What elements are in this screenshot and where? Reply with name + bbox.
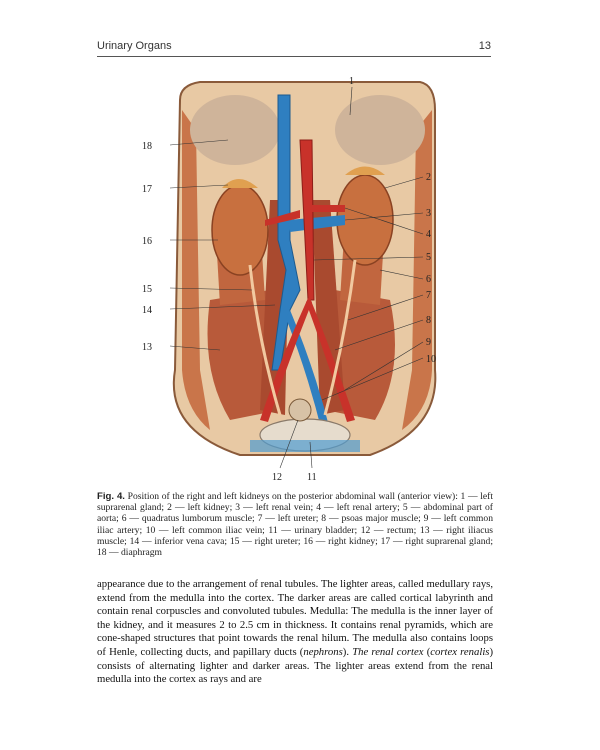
anatomical-illustration bbox=[140, 70, 460, 490]
term-cortex-renalis: cortex renalis bbox=[430, 645, 490, 658]
label-7: 7 bbox=[426, 290, 431, 301]
caption-text: Position of the right and left kidneys on the posterior abdominal wall (anterior view): 1 — left suprarenal gland; 2 — left kidney; 3 — left renal vein; 4 — left renal artery; 5 — abdominal part of aorta; 6 — quadratus lumborum muscle; 7 — left ureter; 8 — psoas major muscle; 9 — left common iliac artery; 10 — left common iliac vein; 11 — urinary bladder; 12 — rectum; 13 — right iliacus muscle; 14 — inferior vena cava; 15 — right ureter; 16 — right kidney; 17 — right suprarenal gland; 18 — diaphragm bbox=[97, 491, 493, 559]
label-13: 13 bbox=[142, 342, 152, 353]
page-number: 13 bbox=[478, 40, 491, 52]
label-8: 8 bbox=[426, 315, 431, 326]
header-title: Urinary Organs bbox=[97, 40, 172, 52]
label-10: 10 bbox=[426, 354, 436, 365]
label-1: 1 bbox=[349, 76, 354, 87]
paragraph-1 bbox=[97, 578, 493, 687]
label-11: 11 bbox=[307, 472, 317, 483]
label-9: 9 bbox=[426, 337, 431, 348]
pelvic-floor bbox=[250, 440, 360, 452]
label-12: 12 bbox=[272, 472, 282, 483]
left-renal-artery bbox=[312, 205, 345, 212]
label-2: 2 bbox=[426, 172, 431, 183]
label-18: 18 bbox=[142, 141, 152, 152]
label-3: 3 bbox=[426, 208, 431, 219]
text-run-b: ). bbox=[342, 645, 353, 658]
figure-caption bbox=[97, 491, 493, 558]
text-run-a: appearance due to the arrangement of renal tubules. The lighter areas, called medullary rays, extend from the medulla into the cortex. The darker areas are called cortical labyrinth and contain renal corpuscles and convoluted tubules. Medulla: The medulla is the inner layer of the kidney, and it measures 2 to 2.5 cm in thickness. It contains renal pyramids, which are cone-shaped structures that point towards the renal hilum. The medulla also contains loops of Henle, collecting ducts, and papillary ducts ( bbox=[97, 578, 493, 658]
term-nephrons: nephrons bbox=[303, 645, 343, 658]
label-16: 16 bbox=[142, 236, 152, 247]
term-renal-cortex: The renal cortex bbox=[352, 645, 424, 658]
caption-label: Fig. 4. bbox=[97, 491, 125, 502]
text-run-d: ) consists of alternating lighter and darker areas. The lighter areas extend from the renal medulla into the cortex as rays and are bbox=[97, 645, 494, 686]
label-14: 14 bbox=[142, 305, 152, 316]
diaphragm-left bbox=[335, 95, 425, 165]
label-5: 5 bbox=[426, 252, 431, 263]
header-rule bbox=[97, 56, 491, 57]
label-17: 17 bbox=[142, 184, 152, 195]
label-6: 6 bbox=[426, 274, 431, 285]
text-run-c: ( bbox=[423, 645, 431, 658]
label-4: 4 bbox=[426, 229, 431, 240]
body-paragraph bbox=[97, 578, 493, 687]
diaphragm-right bbox=[190, 95, 280, 165]
label-15: 15 bbox=[142, 284, 152, 295]
rectum bbox=[289, 399, 311, 421]
right-kidney bbox=[212, 185, 268, 275]
